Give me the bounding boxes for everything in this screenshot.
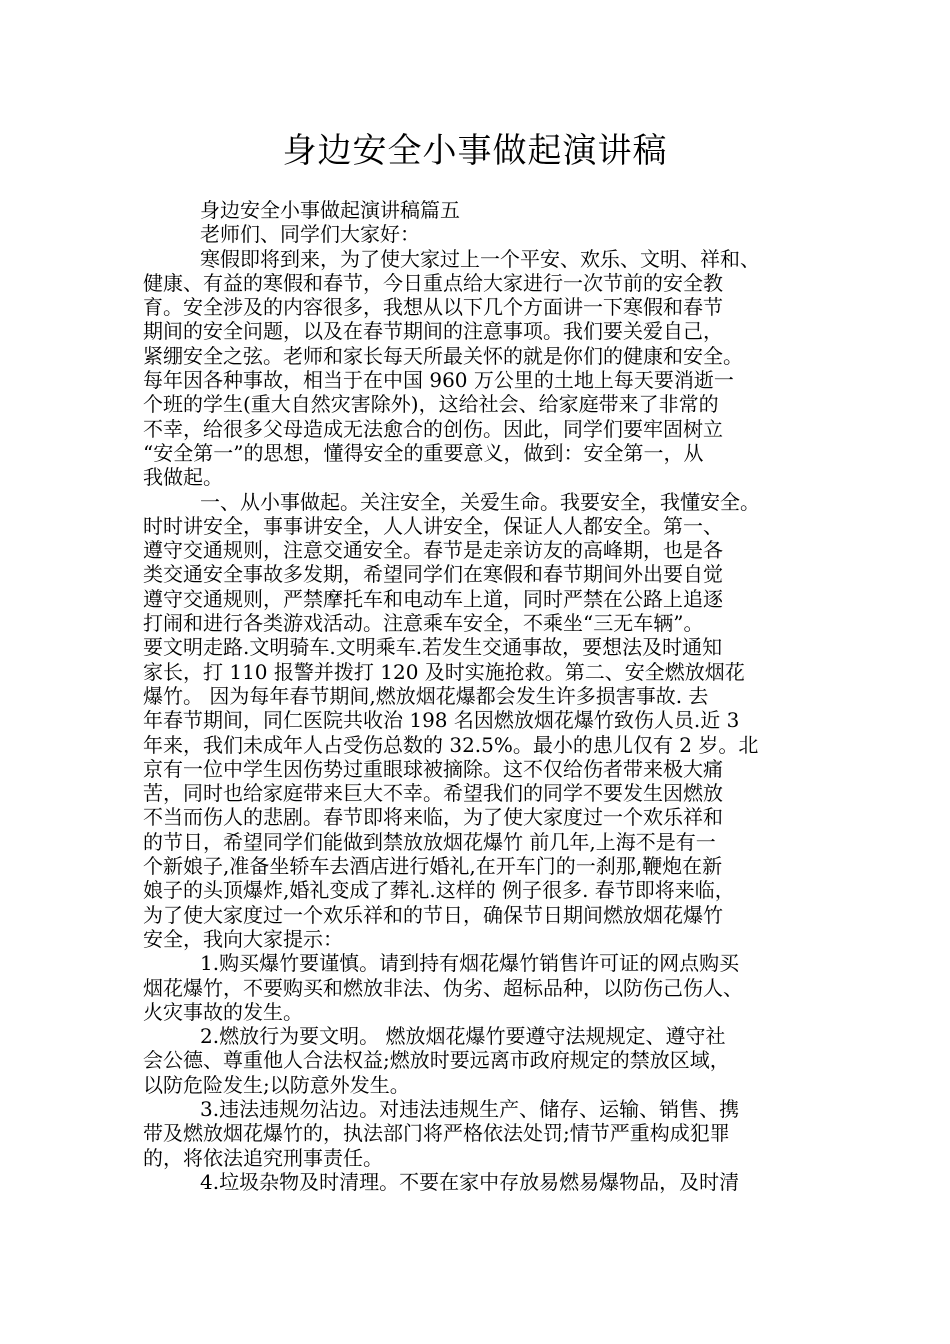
paragraph-line: 寒假即将到来，为了使大家过上一个平安、欢乐、文明、祥和、 <box>200 246 760 271</box>
paragraph <box>143 247 823 490</box>
paragraph-line: 期间的安全问题，以及在春节期间的注意事项。我们要关爱自己， <box>143 319 723 344</box>
paragraph-line: 遵守交通规则，注意交通安全。春节是走亲访友的高峰期，也是各 <box>143 538 723 563</box>
paragraph <box>143 1097 823 1170</box>
paragraph-line: 家长，打 110 报警并拨打 120 及时实施抢救。第二、安全燃放烟花 <box>143 659 745 684</box>
paragraph-line: 京有一位中学生因伤势过重眼球被摘除。这不仅给伤者带来极大痛 <box>143 756 723 781</box>
paragraph-line: 要文明走路.文明骑车.文明乘车.若发生交通事故，要想法及时通知 <box>143 635 723 660</box>
paragraph <box>143 951 823 1024</box>
paragraph-line: 的节日，希望同学们能做到禁放放烟花爆竹 前几年,上海不是有一 <box>143 829 716 854</box>
paragraph-line: 安全，我向大家提示： <box>143 926 343 951</box>
paragraph-line: 带及燃放烟花爆竹的，执法部门将严格依法处罚;情节严重构成犯罪 <box>143 1121 730 1146</box>
paragraph <box>143 1024 823 1097</box>
paragraph-line: 每年因各种事故，相当于在中国 960 万公里的土地上每天要消逝一 <box>143 368 734 393</box>
document-body <box>143 198 823 1194</box>
paragraph <box>143 490 823 952</box>
paragraph-line: 3.违法违规勿沾边。对违法违规生产、储存、运输、销售、携 <box>200 1096 740 1121</box>
paragraph-line: 会公德、尊重他人合法权益;燃放时要远离市政府规定的禁放区域， <box>143 1048 730 1073</box>
paragraph-line: 年来，我们未成年人占受伤总数的 32.5%。最小的患儿仅有 2 岁。北 <box>143 732 759 757</box>
paragraph-line: 娘子的头顶爆炸,婚礼变成了葬礼.这样的 例子很多. 春节即将来临， <box>143 878 735 903</box>
paragraph-line: 遵守交通规则，严禁摩托车和电动车上道，同时严禁在公路上追逐 <box>143 586 723 611</box>
document-title: 身边安全小事做起演讲稿 <box>282 131 668 171</box>
paragraph-line: 以防危险发生;以防意外发生。 <box>143 1072 410 1097</box>
paragraph-line: 打闹和进行各类游戏活动。注意乘车安全，不乘坐“三无车辆”。 <box>143 611 704 636</box>
paragraph-line: 身边安全小事做起演讲稿篇五 <box>200 198 460 222</box>
paragraph-line: 1.购买爆竹要谨慎。请到持有烟花爆竹销售许可证的网点购买 <box>200 951 740 976</box>
paragraph-line: 2.燃放行为要文明。 燃放烟花爆竹要遵守法规规定、遵守社 <box>200 1024 726 1049</box>
paragraph-line: 健康、有益的寒假和春节，今日重点给大家进行一次节前的安全教 <box>143 270 723 295</box>
paragraph-line: 个新娘子,准备坐轿车去酒店进行婚礼,在开车门的一刹那,鞭炮在新 <box>143 854 723 879</box>
paragraph-line: 4.垃圾杂物及时清理。不要在家中存放易燃易爆物品，及时清 <box>200 1169 740 1194</box>
paragraph-line: 为了使大家度过一个欢乐祥和的节日，确保节日期间燃放烟花爆竹 <box>143 902 723 927</box>
paragraph-line: “安全第一”的思想，懂得安全的重要意义，做到：安全第一，从 <box>143 440 704 465</box>
paragraph-line: 我做起。 <box>143 465 223 490</box>
paragraph <box>143 1170 823 1194</box>
paragraph-line: 烟花爆竹，不要购买和燃放非法、伪劣、超标品种，以防伤己伤人、 <box>143 975 743 1000</box>
paragraph <box>143 198 823 222</box>
paragraph-line: 个班的学生(重大自然灾害除外)，这给社会、给家庭带来了非常的 <box>143 392 719 417</box>
paragraph-line: 育。安全涉及的内容很多，我想从以下几个方面讲一下寒假和春节 <box>143 295 723 320</box>
paragraph-line: 年春节期间，同仁医院共收治 198 名因燃放烟花爆竹致伤人员.近 3 <box>143 708 740 733</box>
paragraph-line: 类交通安全事故多发期，希望同学们在寒假和春节期间外出要自觉 <box>143 562 723 587</box>
paragraph <box>143 222 823 246</box>
paragraph-line: 一、从小事做起。关注安全，关爱生命。我要安全，我懂安全。 <box>200 489 760 514</box>
paragraph-line: 紧绷安全之弦。老师和家长每天所最关怀的就是你们的健康和安全。 <box>143 343 743 368</box>
paragraph-line: 爆竹。 因为每年春节期间,燃放烟花爆都会发生许多损害事故. 去 <box>143 683 709 708</box>
paragraph-line: 老师们、同学们大家好： <box>200 222 420 247</box>
paragraph-line: 时时讲安全，事事讲安全，人人讲安全，保证人人都安全。第一、 <box>143 513 723 538</box>
paragraph-line: 不幸，给很多父母造成无法愈合的创伤。因此，同学们要牢固树立 <box>143 416 723 441</box>
paragraph-line: 的，将依法追究刑事责任。 <box>143 1145 383 1170</box>
paragraph-line: 苦，同时也给家庭带来巨大不幸。希望我们的同学不要发生因燃放 <box>143 781 723 806</box>
paragraph-line: 火灾事故的发生。 <box>143 999 303 1024</box>
paragraph-line: 不当而伤人的悲剧。春节即将来临，为了使大家度过一个欢乐祥和 <box>143 805 723 830</box>
